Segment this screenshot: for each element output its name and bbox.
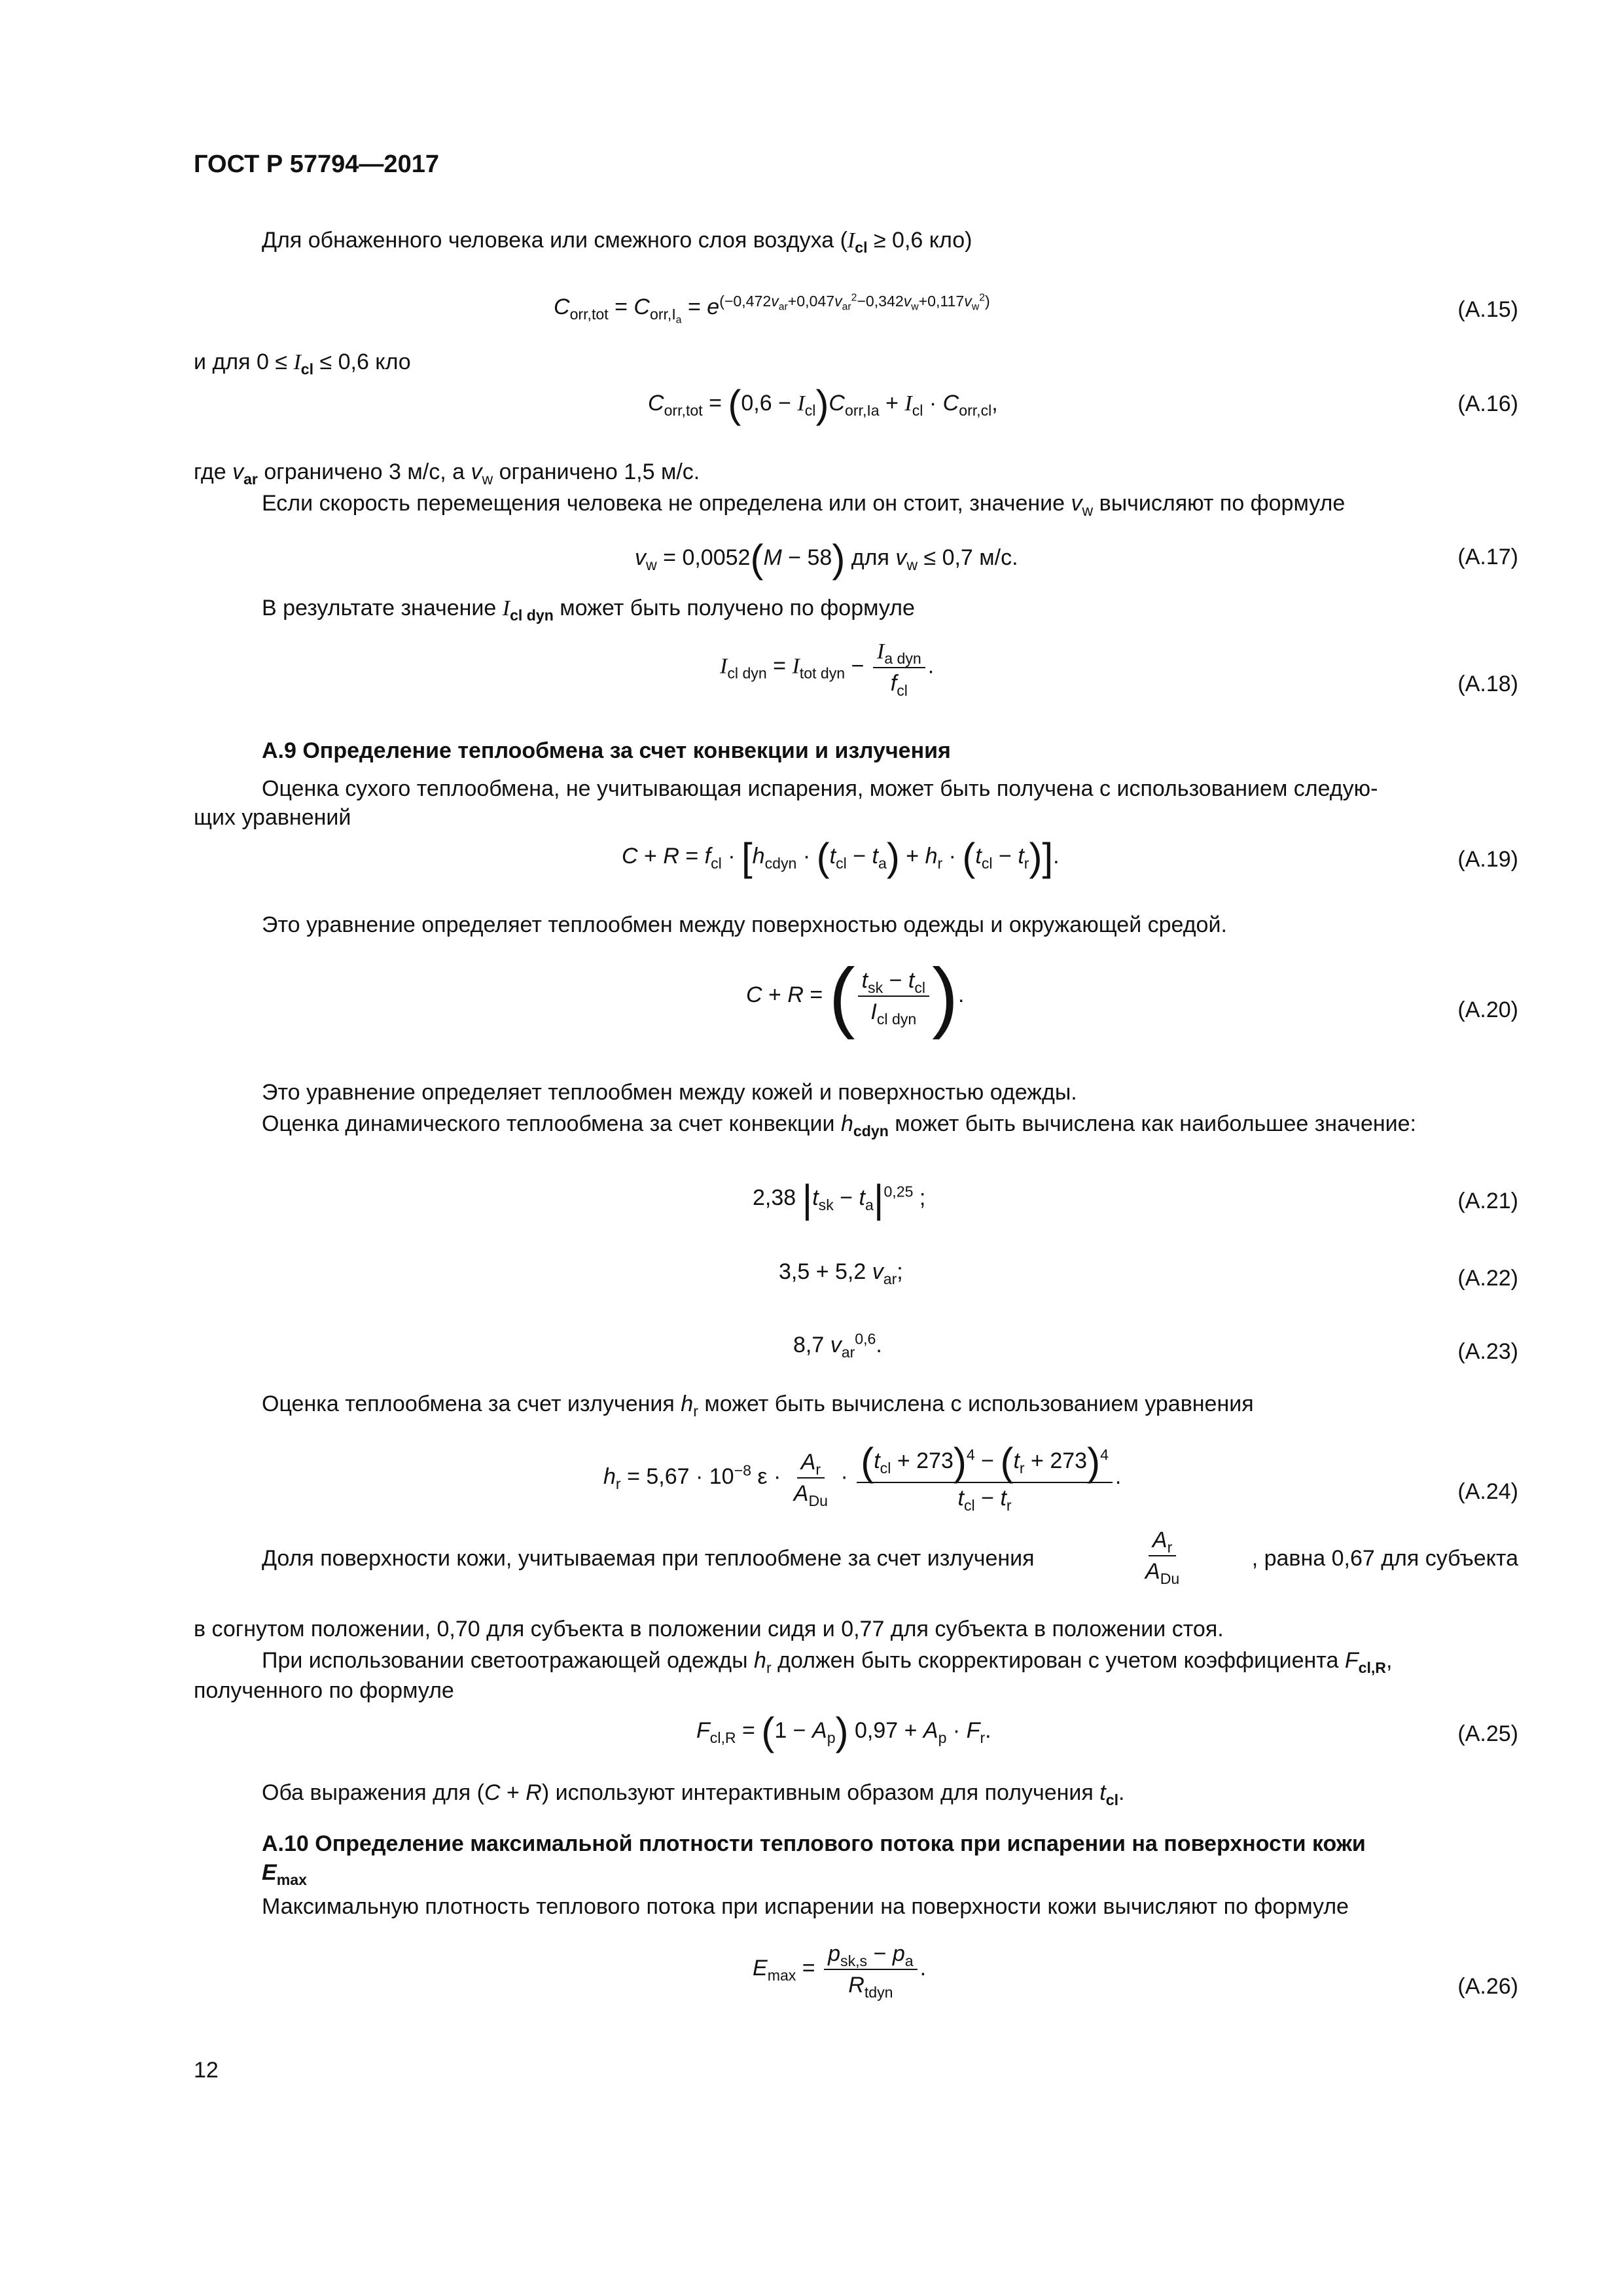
- text-reflective-clothing-cont: полученного по формуле: [194, 1678, 454, 1703]
- equation-number: (А.20): [1457, 997, 1518, 1022]
- equation-number: (А.19): [1457, 847, 1518, 872]
- equation-number: (А.23): [1457, 1339, 1518, 1364]
- text-dry-exchange-cont: щих уравнений: [194, 805, 351, 830]
- page-number: 12: [194, 2058, 219, 2083]
- equation-number: (А.18): [1457, 672, 1518, 696]
- section-heading-a9: А.9 Определение теплообмена за счет конвекции и излучения: [262, 738, 951, 763]
- text-skin-fraction: Доля поверхности кожи, учитываемая при теплообмене за счет излучения: [262, 1546, 1035, 1571]
- equation-number: (А.25): [1457, 1721, 1518, 1746]
- text-nude-person: Для обнаженного человека или смежного слоя воздуха ($I_{cl} \ge 0,6$ кло): [262, 228, 972, 256]
- equation-number: (А.21): [1457, 1189, 1518, 1213]
- text-skin-clothing: Это уравнение определяет теплообмен между кожей и поверхностью одежды.: [262, 1080, 1077, 1105]
- equation-number: (А.15): [1457, 297, 1518, 322]
- text-skin-fraction-value: , равна 0,67 для субъекта: [1251, 1546, 1518, 1571]
- text-radiation: Оценка теплообмена за счет излучения $h_r$ может быть вычислена с использованием уравнения: [262, 1391, 1254, 1420]
- text-dynamic-convection: Оценка динамического теплообмена за счет конвекции $h_{cdyn}$ может быть вычислена как наибольшее значение:: [262, 1111, 1416, 1139]
- section-heading-a10-symbol: $E_{max}$: [262, 1860, 307, 1888]
- text-result: В результате значение $I_{cl dyn}$ может быть получено по формуле: [262, 596, 915, 624]
- equation-number: (А.24): [1457, 1479, 1518, 1504]
- text-range: и для $0 \le I_{cl} \le 0,6$ кло: [194, 350, 411, 378]
- text-reflective-clothing: При использовании светоотражающей одежды $h_r$ должен быть скорректирован с учетом коэффициента $F_{cl,R}$,: [262, 1648, 1393, 1676]
- equation-number: (А.26): [1457, 1974, 1518, 1999]
- equation-number: (А.17): [1457, 545, 1518, 569]
- section-heading-a10: А.10 Определение максимальной плотности теплового потока при испарении на поверхности кожи: [262, 1831, 1366, 1856]
- text-clothing-environment: Это уравнение определяет теплообмен между поверхностью одежды и окружающей средой.: [262, 912, 1227, 937]
- text-postures: в согнутом положении, 0,70 для субъекта в положении сидя и 0,77 для субъекта в положении стоя.: [194, 1617, 1224, 1641]
- text-dry-exchange: Оценка сухого теплообмена, не учитывающая испарения, может быть получена с использованием следую-: [262, 776, 1378, 801]
- text-limits: где $v_{ar}$ ограничено 3 м/с, а $v_w$ ограничено 1,5 м/с.: [194, 459, 700, 488]
- equation-number: (А.22): [1457, 1266, 1518, 1291]
- text-both-expressions: Оба выражения для (C + R) используют интерактивным образом для получения $t_{cl}$.: [262, 1780, 1125, 1808]
- document-header: ГОСТ Р 57794—2017: [194, 151, 439, 178]
- text-max-evaporation: Максимальную плотность теплового потока при испарении на поверхности кожи вычисляют по формуле: [262, 1894, 1349, 1919]
- equation-number: (А.16): [1457, 391, 1518, 416]
- text-speed-undefined: Если скорость перемещения человека не определена или он стоит, значение $v_w$ вычисляют по формуле: [262, 491, 1346, 519]
- text-skin-fraction-formula: $\frac{A_r}{A_{Du}}$: [1145, 1528, 1180, 1587]
